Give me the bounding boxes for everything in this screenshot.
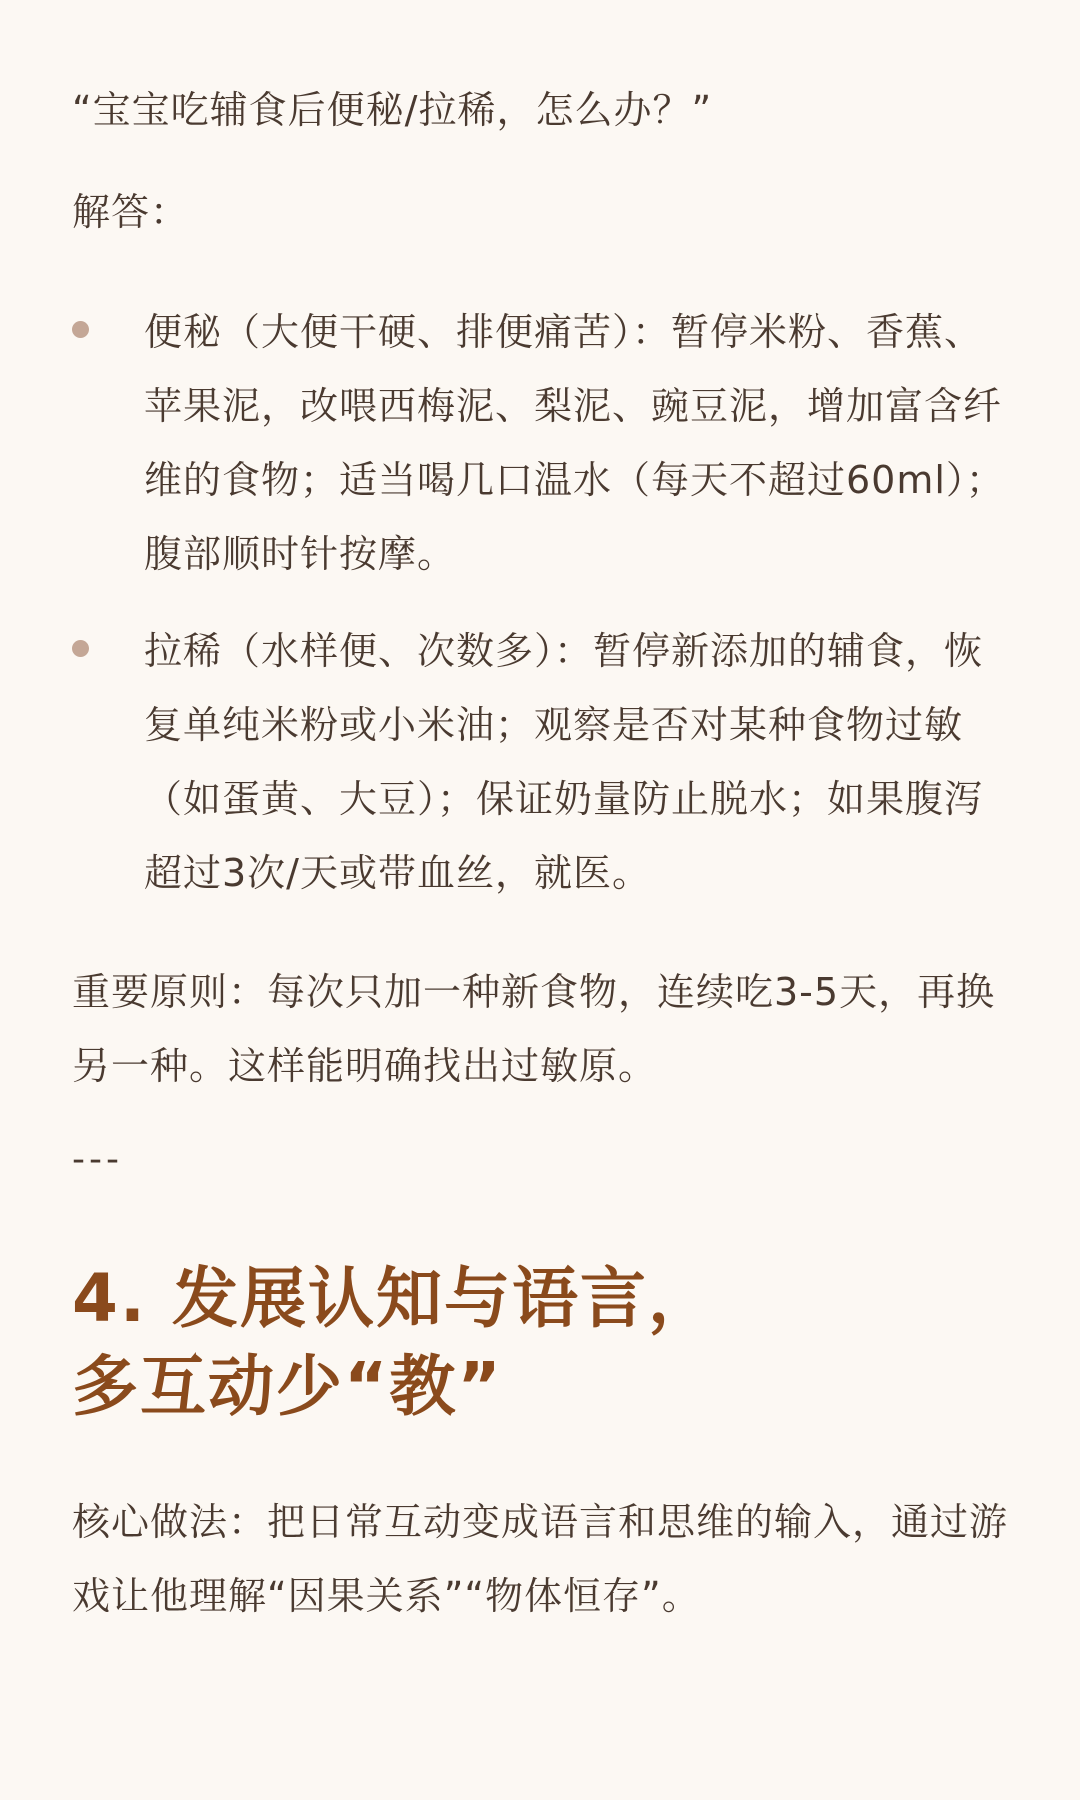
bullet-dot-icon — [72, 640, 89, 657]
heading-line-2: 多互动少“教” — [72, 1348, 503, 1425]
core-practice-text: 核心做法：把日常互动变成语言和思维的输入，通过游戏让他理解“因果关系”“物体恒存”。 — [72, 1500, 1009, 1618]
bullet-text: 便秘（大便干硬、排便痛苦）：暂停米粉、香蕉、苹果泥，改喂西梅泥、梨泥、豌豆泥，增加富含纤维的食物；适当喝几口温水（每天不超过60ml）；腹部顺时针按摩。 — [144, 310, 1005, 576]
bullet-text: 拉稀（水样便、次数多）：暂停新添加的辅食，恢复单纯米粉或小米油；观察是否对某种食物过敏（如蛋黄、大豆）；保证奶量防止脱水；如果腹泻超过3次/天或带血丝，就医。 — [144, 629, 984, 895]
section-heading — [72, 1255, 1012, 1431]
heading-line-1: 4. 发展认知与语言， — [72, 1260, 716, 1337]
section-divider: --- — [72, 1139, 123, 1180]
answer-label: 解答： — [72, 190, 190, 234]
question-text: “宝宝吃辅食后便秘/拉稀，怎么办？” — [72, 88, 713, 132]
principle-text: 重要原则：每次只加一种新食物，连续吃3-5天，再换另一种。这样能明确找出过敏原。 — [72, 970, 996, 1088]
bullet-dot-icon — [72, 321, 89, 338]
